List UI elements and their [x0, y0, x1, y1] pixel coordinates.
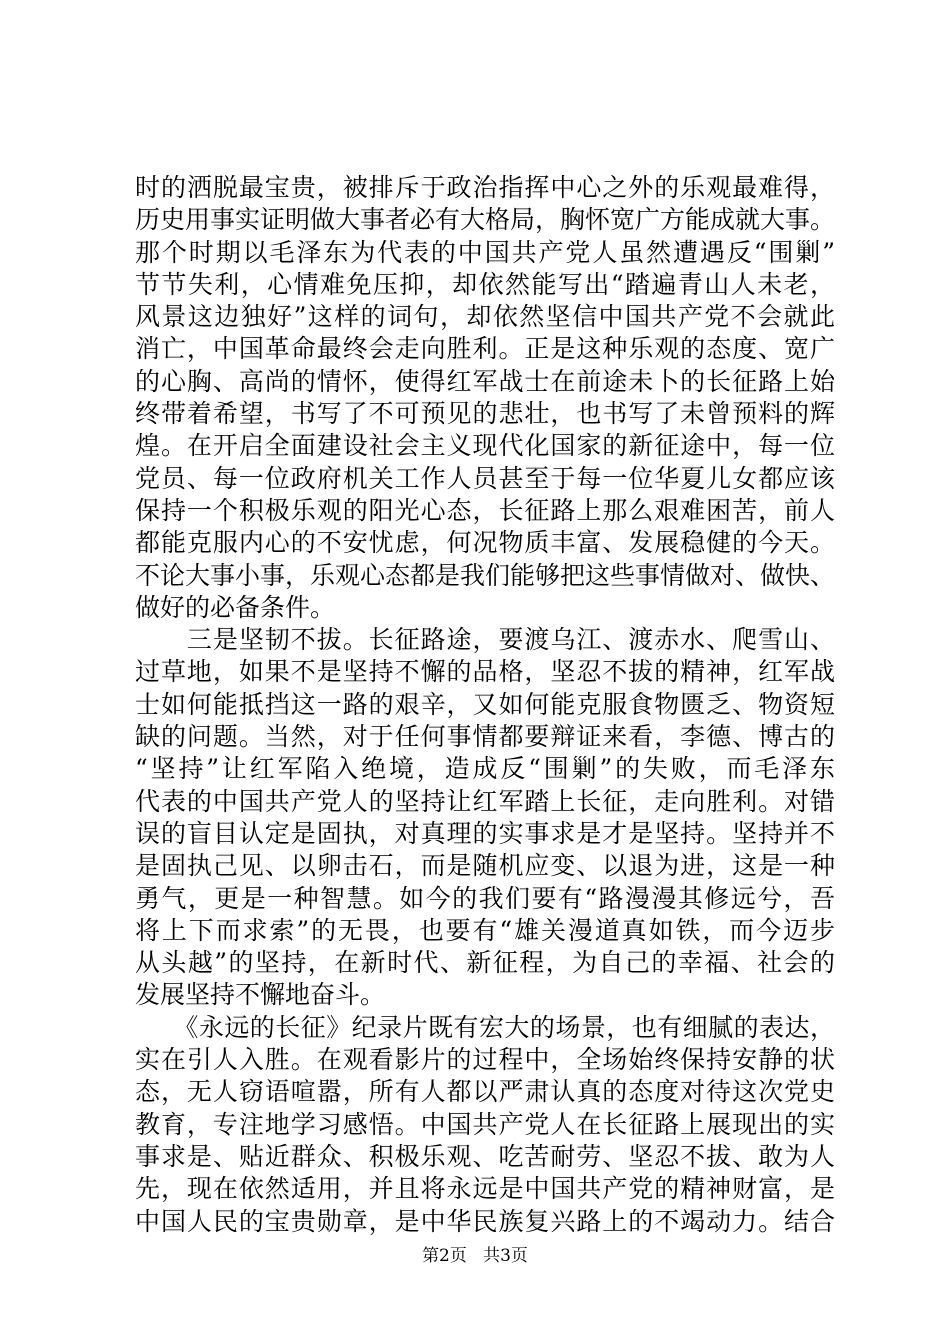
- text-line: 党员、每一位政府机关工作人员甚至于每一位华夏儿女都应该: [135, 463, 835, 493]
- text-line: 代表的中国共产党人的坚持让红军踏上长征，走向胜利。对错: [135, 786, 835, 816]
- text-line: 缺的问题。当然，对于任何事情都要辩证来看，李德、博古的: [135, 722, 835, 752]
- text-line: 态，无人窃语喧嚣，所有人都以严肃认真的态度对待这次党史: [135, 1077, 835, 1107]
- text-line: 先，现在依然适用，并且将永远是中国共产党的精神财富，是: [135, 1174, 835, 1204]
- text-line: “坚持”让红军陷入绝境，造成反“围剿”的失败，而毛泽东: [135, 754, 835, 784]
- text-line: 消亡，中国革命最终会走向胜利。正是这种乐观的态度、宽广: [135, 334, 835, 364]
- text-line: 将上下而求索”的无畏，也要有“雄关漫道真如铁，而今迈步: [135, 915, 835, 945]
- text-line: 都能克服内心的不安忧虑，何况物质丰富、发展稳健的今天。: [135, 528, 835, 558]
- text-line: 煌。在开启全面建设社会主义现代化国家的新征途中，每一位: [135, 431, 835, 461]
- text-line: 终带着希望，书写了不可预见的悲壮，也书写了未曾预料的辉: [135, 399, 835, 429]
- text-line: 那个时期以毛泽东为代表的中国共产党人虽然遭遇反“围剿”: [135, 237, 835, 267]
- text-line: 教育，专注地学习感悟。中国共产党人在长征路上展现出的实: [135, 1109, 835, 1139]
- text-line: 做好的必备条件。: [135, 592, 336, 622]
- text-line: 时的洒脱最宝贵，被排斥于政治指挥中心之外的乐观最难得，: [135, 173, 835, 202]
- text-line: 实在引人入胜。在观看影片的过程中，全场始终保持安静的状: [135, 1045, 835, 1075]
- text-line: 三是坚韧不拔。长征路途，要渡乌江、渡赤水、爬雪山、: [135, 625, 835, 655]
- text-line: 历史用事实证明做大事者必有大格局，胸怀宽广方能成就大事。: [135, 205, 835, 235]
- text-line: 发展坚持不懈地奋斗。: [135, 980, 386, 1010]
- text-line: 士如何能抵挡这一路的艰辛，又如何能克服食物匮乏、物资短: [135, 689, 835, 719]
- text-line: 节节失利，心情难免压抑，却依然能写出“踏遍青山人未老，: [135, 269, 835, 299]
- page-total: 共3页: [483, 1246, 528, 1266]
- page-number: 第2页: [422, 1246, 467, 1266]
- text-line: 中国人民的宝贵勋章，是中华民族复兴路上的不竭动力。结合: [135, 1206, 835, 1236]
- text-line: 《永远的长征》纪录片既有宏大的场景，也有细腻的表达，: [135, 1012, 835, 1042]
- text-line: 误的盲目认定是固执，对真理的实事求是才是坚持。坚持并不: [135, 818, 835, 848]
- body-text: [135, 172, 835, 1238]
- text-line: 从头越”的坚持，在新时代、新征程，为自己的幸福、社会的: [135, 948, 835, 978]
- text-line: 的心胸、高尚的情怀，使得红军战士在前途未卜的长征路上始: [135, 366, 835, 396]
- text-line: 过草地，如果不是坚持不懈的品格，坚忍不拔的精神，红军战: [135, 657, 835, 687]
- page-footer: [0, 1246, 950, 1266]
- text-line: 风景这边独好”这样的词句，却依然坚信中国共产党不会就此: [135, 302, 835, 332]
- text-line: 保持一个积极乐观的阳光心态，长征路上那么艰难困苦，前人: [135, 495, 835, 525]
- text-line: 勇气，更是一种智慧。如今的我们要有“路漫漫其修远兮，吾: [135, 883, 835, 913]
- text-line: 是固执己见、以卵击石，而是随机应变、以退为进，这是一种: [135, 851, 835, 881]
- text-line: 事求是、贴近群众、积极乐观、吃苦耐劳、坚忍不拔、敢为人: [135, 1141, 835, 1171]
- text-line: 不论大事小事，乐观心态都是我们能够把这些事情做对、做快、: [135, 560, 835, 590]
